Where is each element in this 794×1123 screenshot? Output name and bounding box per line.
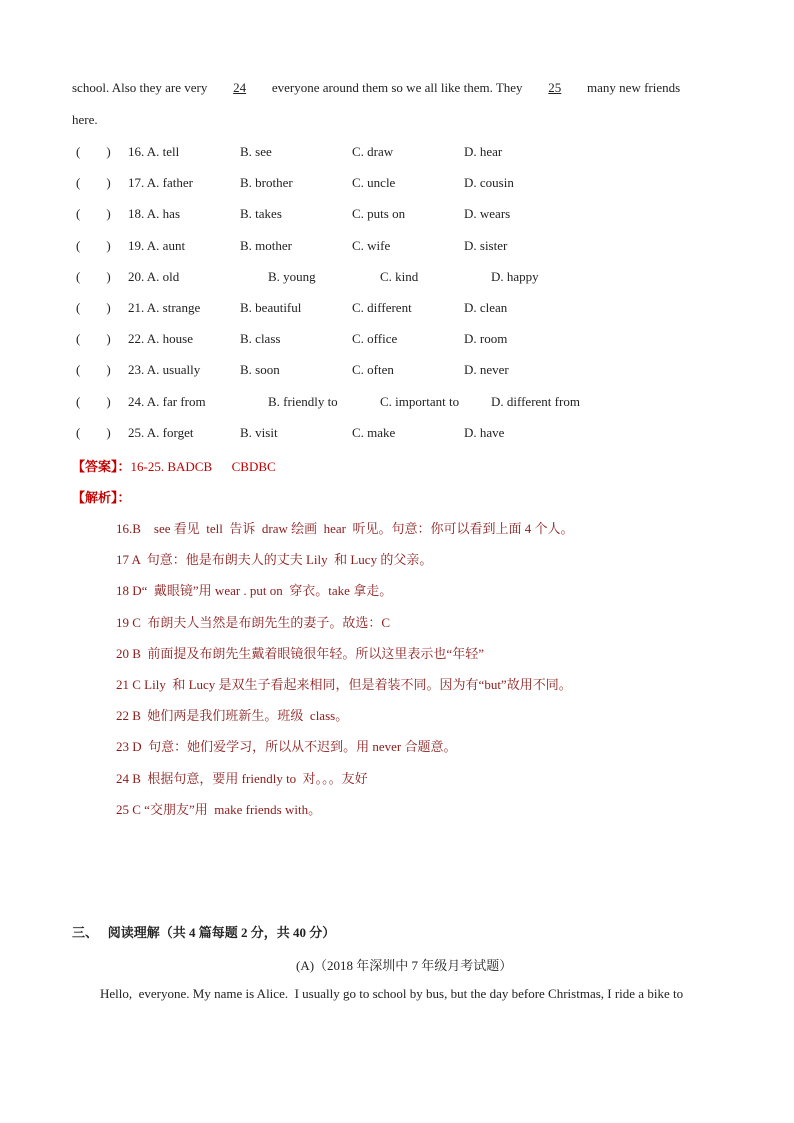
option-d: D. clean [464,300,508,315]
analysis-item: 20 B 前面提及布朗先生戴着眼镜很年轻。所以这里表示也“年轻” [116,645,484,661]
blank-25: 25 [548,80,562,95]
analysis-item: 21 C Lily 和 Lucy 是双生子看起来相同，但是着装不同。因为有“but”故用不同。 [116,677,572,692]
passage-line-2: here. [72,112,98,127]
answer-paren[interactable]: ( ) [76,144,111,159]
option-a: 21. A. strange [128,300,201,315]
passage-a-first-line: Hello, everyone. My name is Alice. I usually go to school by bus, but the day before Christmas, I ride a bike to [100,986,684,1001]
section-3-title: 三、 阅读理解（共 4 篇每题 2 分，共 40 分） [72,925,336,940]
option-d: D. never [464,362,509,378]
option-b: B. mother [240,237,292,253]
passage-text-pre: school. Also they are very [72,80,208,95]
passage-text-mid: everyone around them so we all like them. They [271,80,523,95]
option-a: 19. A. aunt [128,237,186,253]
option-d: D. hear [464,144,503,159]
option-c: C. wife [352,237,391,253]
answer-paren[interactable]: ( ) [76,237,111,253]
option-b: B. brother [240,175,293,191]
option-b: B. soon [240,362,280,378]
answer-paren[interactable]: ( ) [76,393,111,409]
answer-line [72,456,276,476]
analysis-item: 24 B 根据句意，要用 friendly to 对。。。友好 [116,770,368,786]
analysis-label: 【解析】： [72,490,131,505]
analysis-item: 18 D“ 戴眼镜”用 wear . put on 穿衣。take 拿走。 [116,583,393,599]
option-b: B. young [268,268,316,284]
answer-paren[interactable]: ( ) [76,206,111,222]
option-b: B. friendly to [268,393,338,409]
option-c: C. make [352,424,396,440]
option-b: B. class [240,331,281,347]
option-a: 20. A. old [128,268,180,284]
option-c: C. puts on [352,206,406,222]
option-a: 23. A. usually [128,362,201,378]
option-d: D. cousin [464,175,514,191]
analysis-label-line [72,487,131,507]
option-d: D. happy [491,268,539,284]
option-d: D. different from [491,393,580,409]
option-c: C. office [352,331,398,347]
analysis-item: 23 D 句意：她们爱学习，所以从不迟到。用 never 合题意。 [116,739,457,755]
analysis-item: 19 C 布朗夫人当然是布朗先生的妻子。故选：C [116,614,391,630]
answer-paren[interactable]: ( ) [76,300,111,315]
option-b: B. visit [240,424,278,440]
passage-line-1 [72,80,680,96]
answer-paren[interactable]: ( ) [76,331,111,347]
option-b: B. see [240,144,272,159]
analysis-item: 22 B 她们两是我们班新生。班级 class。 [116,708,349,724]
answer-value: 16-25. BADCB CBDBC [130,459,276,474]
option-a: 22. A. house [128,331,193,347]
option-b: B. beautiful [240,300,302,315]
analysis-item: 25 C “交朋友”用 make friends with。 [116,801,322,817]
answer-paren[interactable]: ( ) [76,424,111,440]
option-c: C. uncle [352,175,396,191]
option-b: B. takes [240,206,282,222]
answer-paren[interactable]: ( ) [76,362,111,378]
option-c: C. often [352,362,394,378]
option-a: 17. A. father [128,175,193,191]
option-d: D. wears [464,206,511,222]
answer-label: 【答案】： [72,459,131,474]
option-a: 25. A. forget [128,424,194,440]
passage-text-post: many new friends [587,80,681,95]
option-d: D. room [464,331,508,347]
option-d: D. have [464,424,505,440]
option-c: C. draw [352,144,394,159]
option-c: C. kind [380,268,419,284]
option-a: 16. A. tell [128,144,180,159]
analysis-item: 16.B see 看见 tell 告诉 draw 绘画 hear 听见。句意：你可以看到上面 4 个人。 [116,521,574,536]
option-c: C. important to [380,393,460,409]
option-d: D. sister [464,237,508,253]
option-c: C. different [352,300,412,315]
option-a: 24. A. far from [128,393,206,409]
analysis-item: 17 A 句意：他是布朗夫人的丈夫 Lily 和 Lucy 的父亲。 [116,552,433,568]
section-3-subtitle: (A)（2018 年深圳中 7 年级月考试题） [296,958,513,973]
answer-paren[interactable]: ( ) [76,268,111,284]
answer-paren[interactable]: ( ) [76,175,111,191]
option-a: 18. A. has [128,206,180,222]
blank-24: 24 [233,80,247,95]
